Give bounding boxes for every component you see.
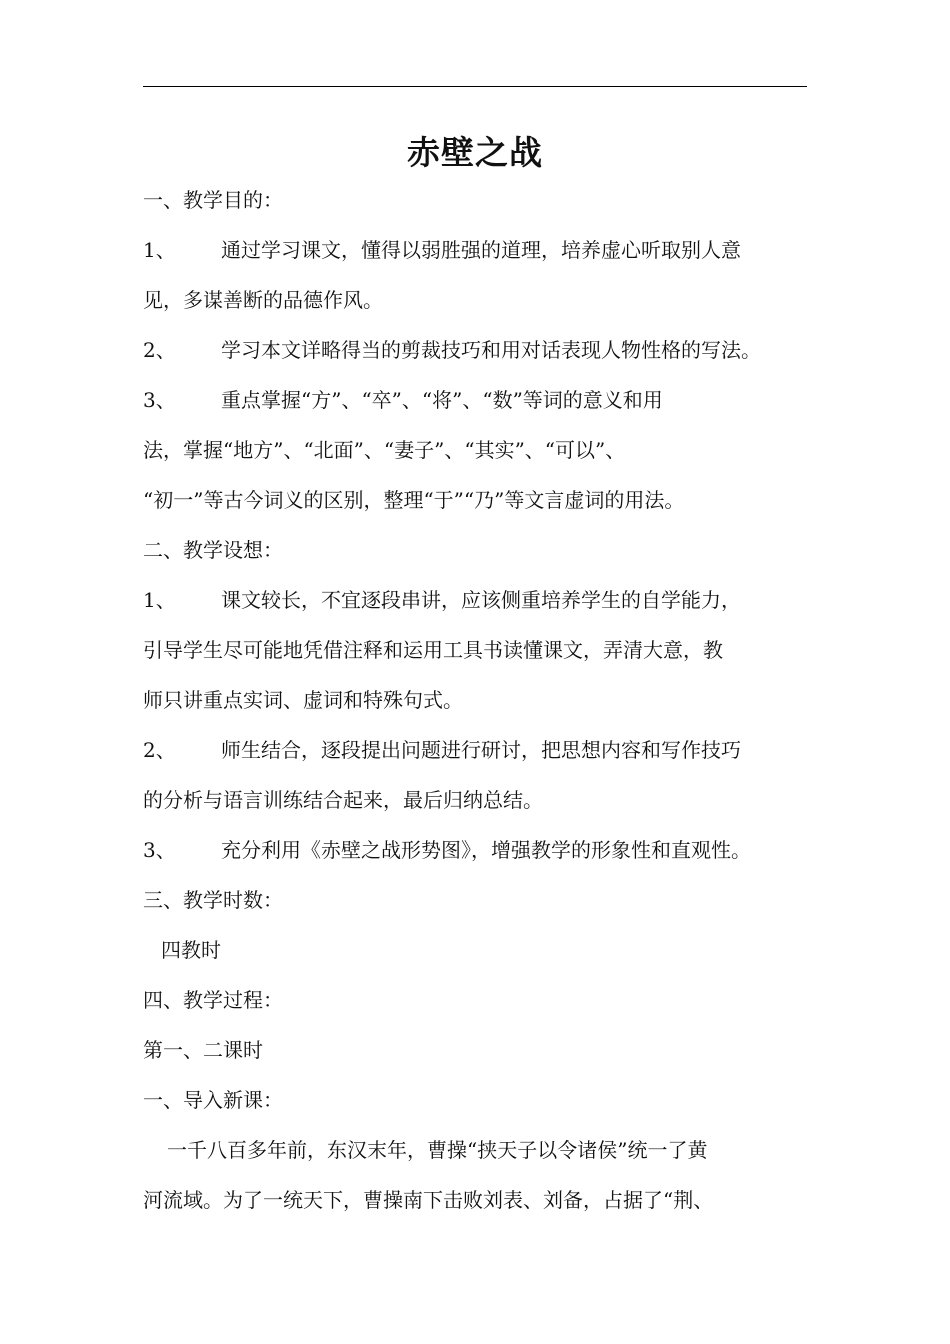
section-heading: 四、教学过程：: [143, 988, 283, 1012]
list-item: [143, 375, 823, 425]
list-item: [143, 725, 823, 775]
item-number: 1、: [143, 588, 176, 612]
item-number: 1、: [143, 238, 176, 262]
list-item: [143, 825, 823, 875]
paragraph-line: 一千八百多年前，东汉末年，曹操“挟天子以令诸侯”统一了黄: [167, 1138, 708, 1162]
paragraph-line: 河流域。为了一统天下，曹操南下击败刘表、刘备，占据了“荆、: [143, 1188, 714, 1212]
item-text: 通过学习课文，懂得以弱胜强的道理，培养虚心听取别人意: [221, 238, 741, 262]
item-text: 重点掌握“方”、“卒”、“将”、“数”等词的意义和用: [221, 388, 663, 412]
sub-heading: 一、导入新课：: [143, 1088, 283, 1112]
teaching-hours-value: 四教时: [161, 938, 221, 962]
list-item: [143, 575, 823, 625]
item-number: 3、: [143, 838, 176, 862]
item-continuation: 法，掌握“地方”、“北面”、“妻子”、“其实”、“可以”、: [143, 438, 626, 462]
item-number: 2、: [143, 338, 176, 362]
lesson-label: 第一、二课时: [143, 1038, 263, 1062]
item-text: 充分利用《赤壁之战形势图》，增强教学的形象性和直观性。: [221, 838, 751, 862]
section-heading: 二、教学设想：: [143, 538, 283, 562]
item-continuation: 引导学生尽可能地凭借注释和运用工具书读懂课文，弄清大意，教: [143, 638, 723, 662]
header-rule: [143, 86, 807, 87]
item-text: 师生结合，逐段提出问题进行研讨，把思想内容和写作技巧: [221, 738, 741, 762]
item-text: 学习本文详略得当的剪裁技巧和用对话表现人物性格的写法。: [221, 338, 761, 362]
item-text: 课文较长，不宜逐段串讲，应该侧重培养学生的自学能力，: [221, 588, 741, 612]
item-number: 3、: [143, 388, 176, 412]
section-heading: 三、教学时数：: [143, 888, 283, 912]
item-continuation: 见，多谋善断的品德作风。: [143, 288, 383, 312]
item-number: 2、: [143, 738, 176, 762]
list-item: [143, 225, 823, 275]
document-body: [143, 175, 823, 1225]
section-heading: 一、教学目的：: [143, 188, 283, 212]
item-continuation: 师只讲重点实词、虚词和特殊句式。: [143, 688, 463, 712]
document-title: 赤壁之战: [407, 133, 543, 172]
item-continuation: “初一”等古今词义的区别，整理“于”“乃”等文言虚词的用法。: [143, 488, 685, 512]
item-continuation: 的分析与语言训练结合起来，最后归纳总结。: [143, 788, 543, 812]
list-item: [143, 325, 823, 375]
